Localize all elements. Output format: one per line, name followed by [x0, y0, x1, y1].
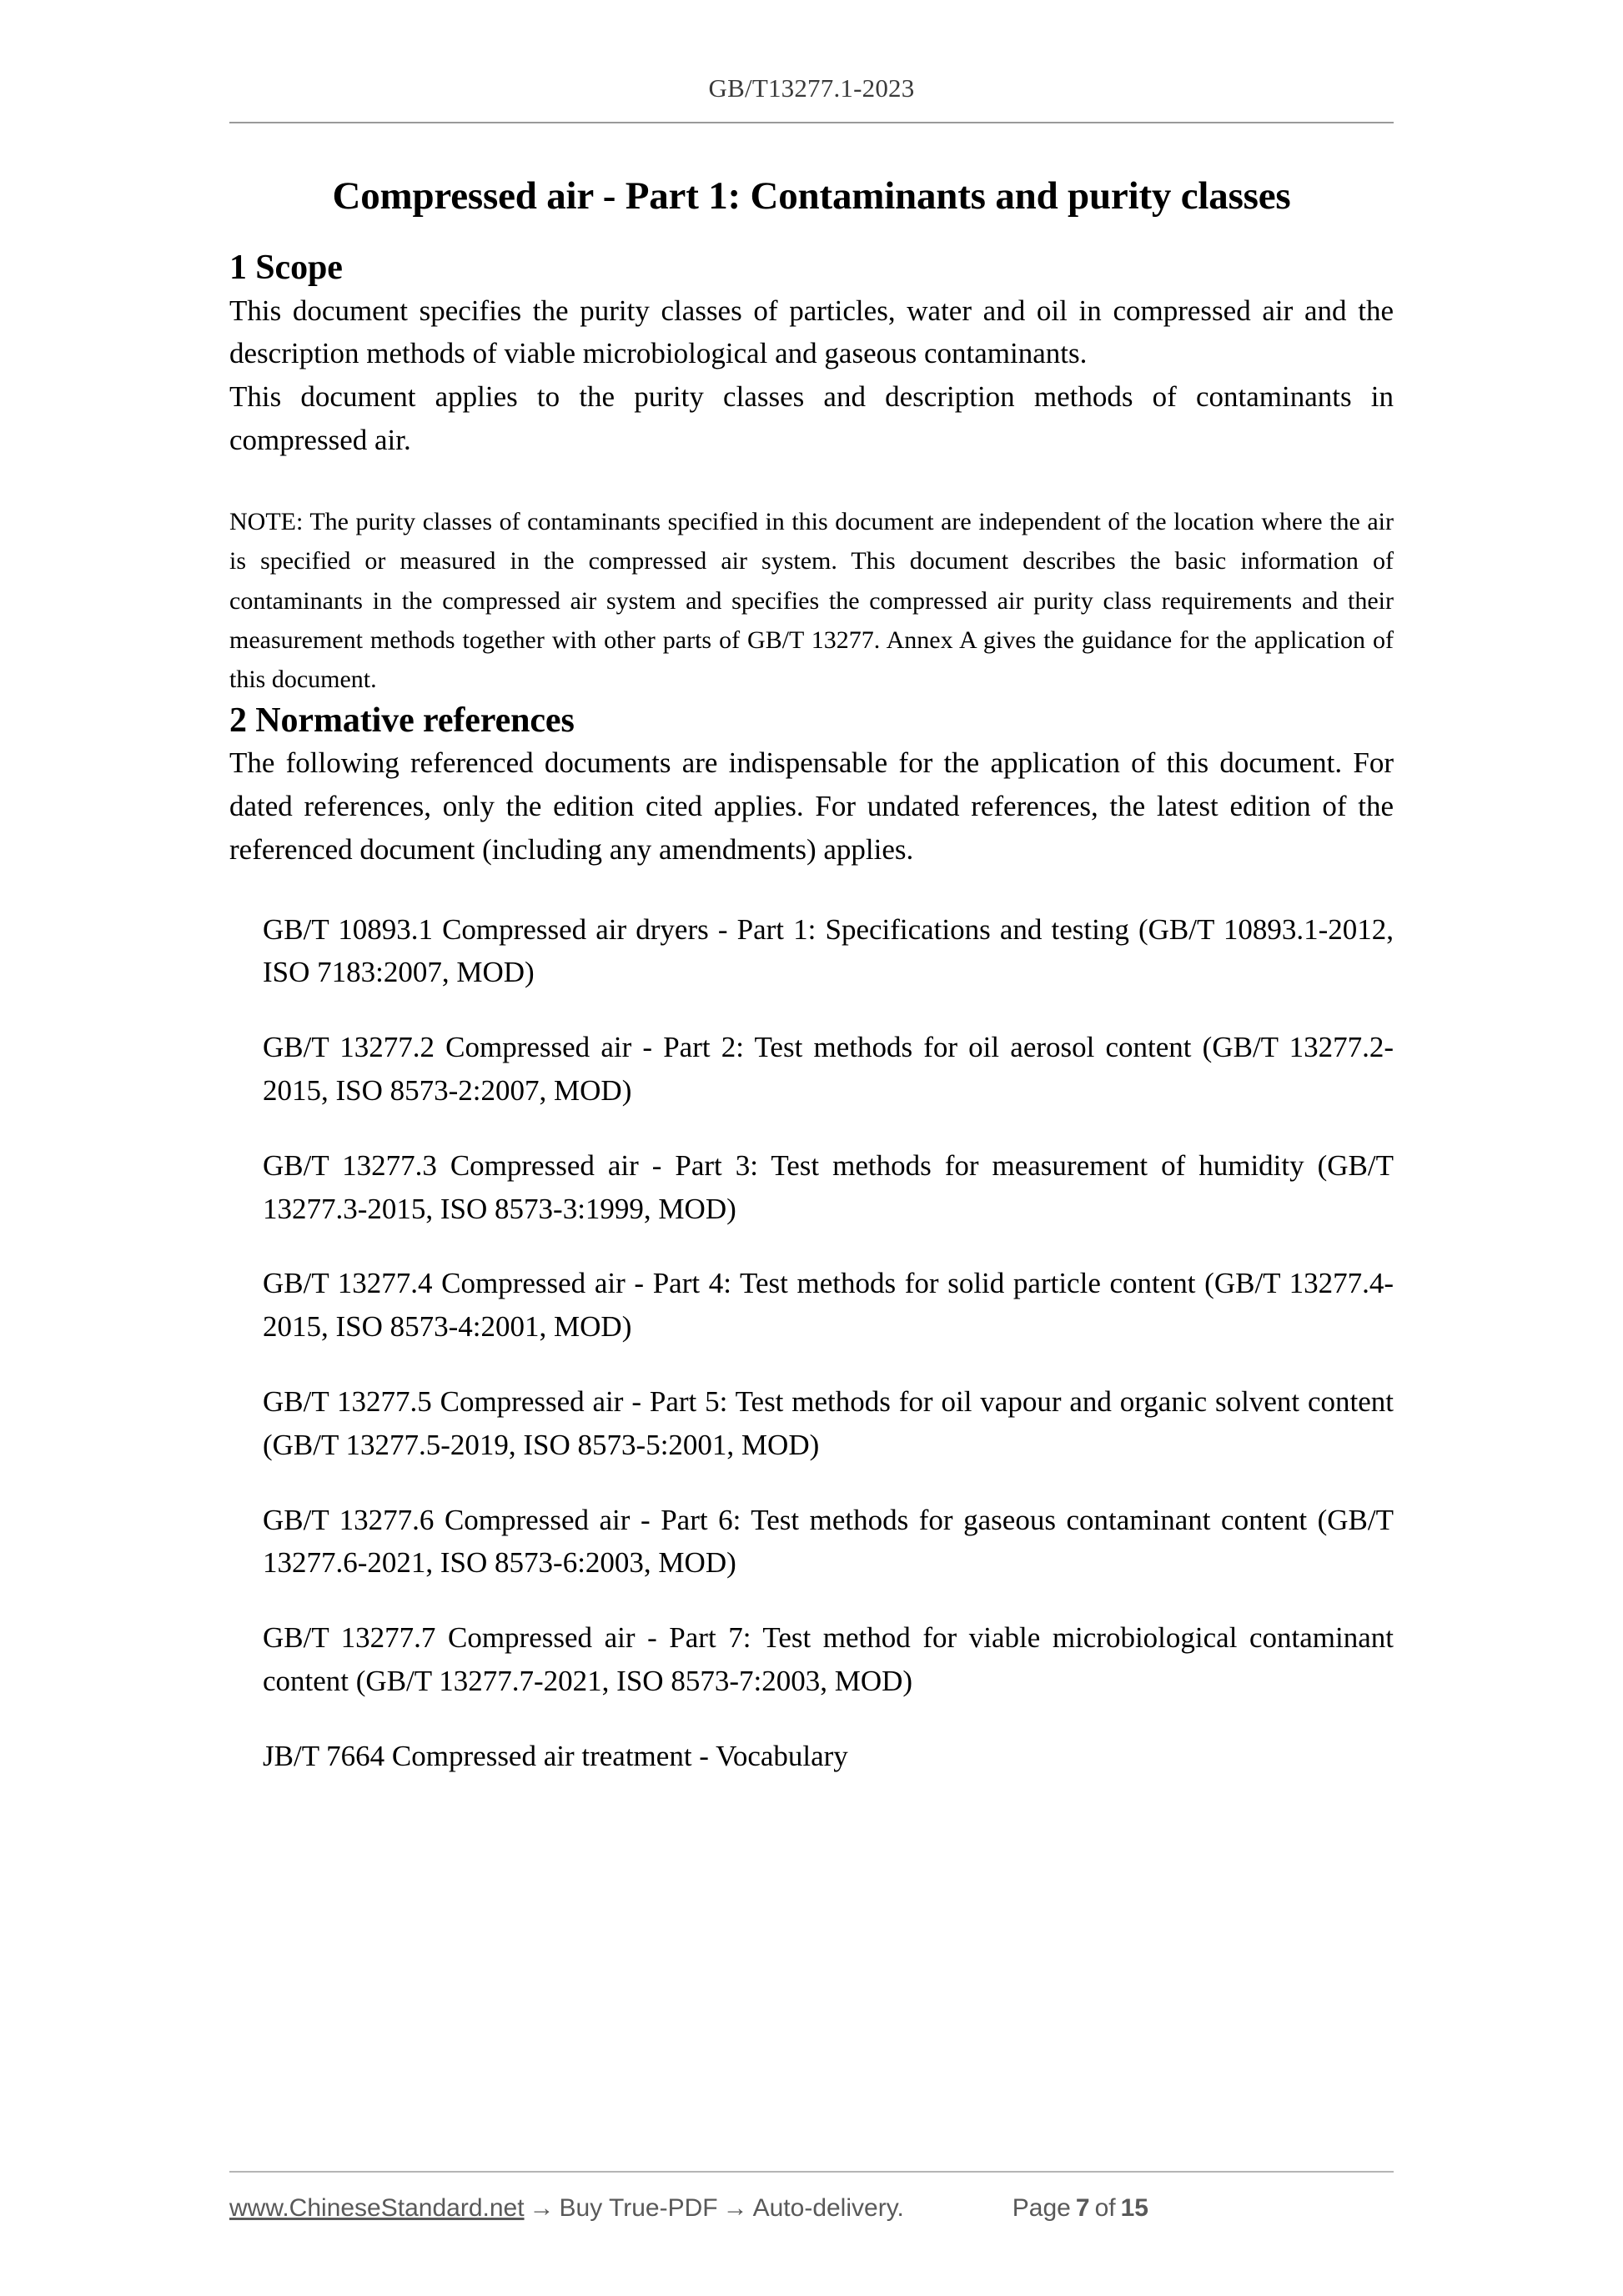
page-number-indicator [1011, 2194, 1152, 2223]
page-footer [229, 2171, 1394, 2223]
header-divider [229, 122, 1394, 123]
scope-paragraph-1: This document specifies the purity classes of particles, water and oil in compressed air and the description methods of viable microbiological and gaseous contaminants. [229, 294, 1394, 370]
normative-references-intro: The following referenced documents are indispensable for the application of this document. For dated references, only the edition cited applies. For undated references, the latest edition of the referenced document (including any amendments) applies. [229, 746, 1394, 866]
running-header [229, 0, 1394, 103]
footer-buy-label: Buy True-PDF [559, 2194, 718, 2222]
total-page-count: 15 [1120, 2194, 1148, 2222]
list-item: GB/T 13277.7 Compressed air - Part 7: Test method for viable microbiological contaminant content (GB/T 13277.7-2021, ISO 8573-7:2003, MOD) [263, 1621, 1394, 1697]
section-heading-normative-references: 2 Normative references [229, 701, 575, 740]
normative-reference-list [229, 908, 1394, 1778]
footer-website-link[interactable]: www.ChineseStandard.net [229, 2194, 525, 2222]
page-label: Page [1012, 2194, 1071, 2222]
list-item: GB/T 13277.6 Compressed air - Part 6: Test methods for gaseous contaminant content (GB/T 13277.6-2021, ISO 8573-6:2003, MOD) [263, 1503, 1394, 1580]
arrow-right-icon: → [722, 2194, 748, 2222]
scope-note: NOTE: The purity classes of contaminants specified in this document are independent of the location where the air is specified or measured in the compressed air system. This document describes the basic information of contaminants in the compressed air system and specifies the compressed air purity class requirements and their measurement methods together with other parts of GB/T 13277. Annex A gives the guidance for the application of this document. [229, 507, 1394, 694]
footer-promo-text [229, 2194, 904, 2223]
of-label: of [1094, 2194, 1116, 2222]
footer-divider [229, 2171, 1394, 2173]
scope-paragraph-2: This document applies to the purity classes and description methods of contaminants in compressed air. [229, 380, 1394, 457]
list-item: GB/T 13277.3 Compressed air - Part 3: Test methods for measurement of humidity (GB/T 13277.3-2015, ISO 8573-3:1999, MOD) [263, 1148, 1394, 1225]
list-item: JB/T 7664 Compressed air treatment - Vocabulary [263, 1739, 848, 1772]
list-item: GB/T 13277.2 Compressed air - Part 2: Test methods for oil aerosol content (GB/T 13277.2-2015, ISO 8573-2:2007, MOD) [263, 1031, 1394, 1107]
section-heading-scope: 1 Scope [229, 249, 343, 288]
page-content [229, 0, 1394, 2296]
list-item: GB/T 13277.5 Compressed air - Part 5: Test methods for oil vapour and organic solvent content (GB/T 13277.5-2019, ISO 8573-5:2001, MOD) [263, 1384, 1394, 1461]
list-item: GB/T 13277.4 Compressed air - Part 4: Test methods for solid particle content (GB/T 13277.4-2015, ISO 8573-4:2001, MOD) [263, 1267, 1394, 1344]
list-item: GB/T 10893.1 Compressed air dryers - Part 1: Specifications and testing (GB/T 10893.1-2012, ISO 7183:2007, MOD) [263, 912, 1394, 989]
page-title: Compressed air - Part 1: Contaminants and purity classes [332, 174, 1291, 218]
footer-delivery-label: Auto-delivery. [752, 2194, 904, 2222]
current-page-number: 7 [1075, 2194, 1090, 2222]
standard-code: GB/T13277.1-2023 [708, 73, 915, 103]
arrow-right-icon: → [529, 2194, 555, 2222]
